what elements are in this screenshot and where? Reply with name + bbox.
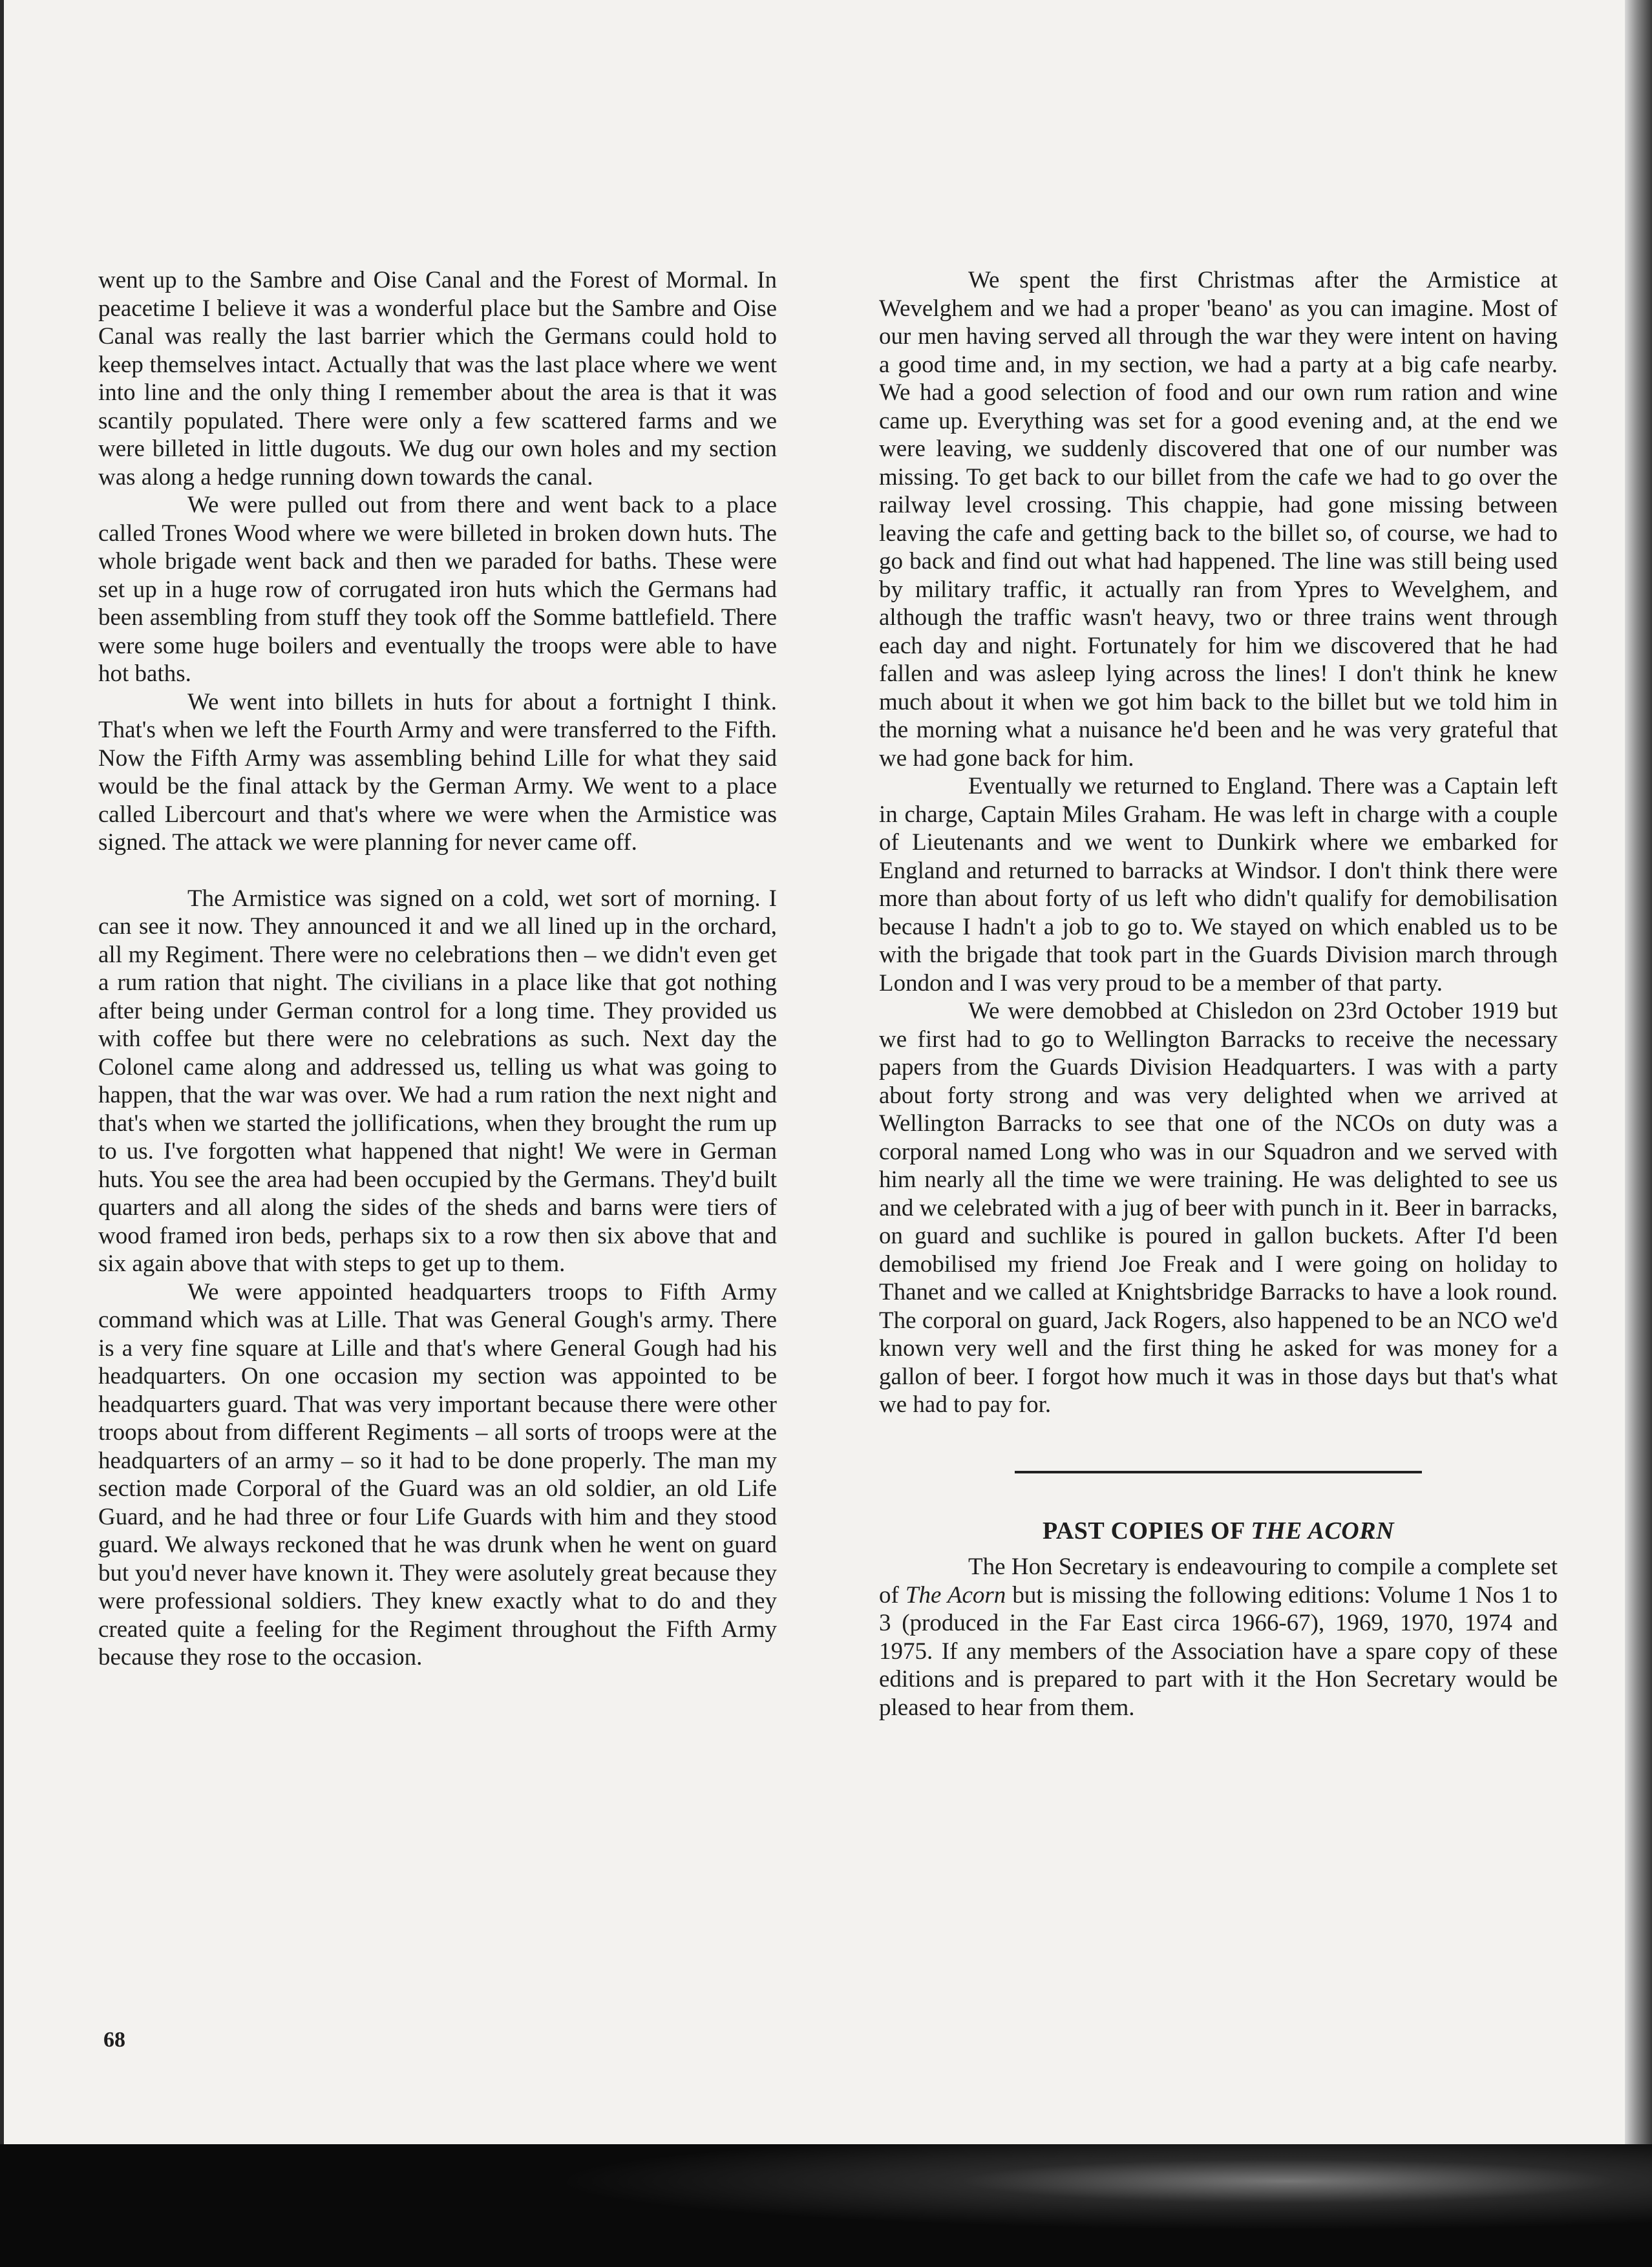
page-left-edge bbox=[0, 0, 4, 2152]
paragraph: Eventually we returned to England. There was a Captain left in charge, Captain Miles Graham. He was left in charge with a couple of Lieutenants and we went to Dunkirk where we embarked for England and returned to barracks at Windsor. I don't think there were more than about forty of us left who didn't qualify for demobilisation because I hadn't a job to go to. We stayed on which enabled us to be with the brigade that took part in the Guards Division march through London and I was very proud to be a member of that party. bbox=[879, 773, 1558, 996]
section-heading bbox=[879, 1517, 1558, 1546]
publication-title: The Acorn bbox=[905, 1581, 1006, 1608]
section-divider bbox=[1015, 1471, 1422, 1473]
paragraph: We were pulled out from there and went back to a place called Trones Wood where we were billeted in broken down huts. The whole brigade went back and then we paraded for baths. These were set up in a huge row of corrugated iron huts which the Germans had been assembling from stuff they took off the Somme battlefield. There were some huge boilers and eventually the troops were able to have hot baths. bbox=[98, 492, 777, 687]
paragraph: We went into billets in huts for about a fortnight I think. That's when we left the Fourth Army and were transferred to the Fifth. Now the Fifth Army was assembling behind Lille for what they said would be the final attack by the German Army. We went to a place called Libercourt and that's where we were when the Armistice was signed. The attack we were planning for never came off. bbox=[98, 688, 777, 856]
paragraph: went up to the Sambre and Oise Canal and the Forest of Mormal. In peacetime I believe it was a wonderful place but the Sambre and Oise Canal was really the last barrier which the Germans could hold to keep themselves intact. Actually that was the last place where we went into line and the only thing I remember about the area is that it was scantily populated. There were only a few scattered farms and we were billeted in little dugouts. We dug our own holes and my section was along a hedge running down towards the canal. bbox=[98, 267, 777, 490]
section-heading-title: THE ACORN bbox=[1251, 1517, 1395, 1545]
paragraph: The Armistice was signed on a cold, wet sort of morning. I can see it now. They announced it and we all lined up in the orchard, all my Regiment. There were no celebrations then – we didn't even get a rum ration that night. The civilians in a place like that got nothing after being under German control for a long time. They provided us with coffee but there were no celebrations as such. Next day the Colonel came along and addressed us, telling us what was going to happen, that the war was over. We had a rum ration the next night and that's when we started the jollifications, when they brought the rum up to us. I've forgotten what happened that night! We were in German huts. You see the area had been occupied by the Germans. They'd built quarters and all along the sides of the sheds and barns were tiers of wood framed iron beds, perhaps six to a row then six above that and six again above that with steps to get up to them. bbox=[98, 885, 777, 1277]
page-number: 68 bbox=[103, 2028, 125, 2052]
paragraph: We were appointed headquarters troops to Fifth Army command which was at Lille. That was General Gough's army. There is a very fine square at Lille and that's where General Gough had his headquarters. On one occasion my section was appointed to be headquarters guard. That was very important because there were other troops about from different Regiments – all sorts of troops were at the headquarters of an army – so it had to be done properly. The man my section made Corporal of the Guard was an old soldier, an old Life Guard, and he had three or four Life Guards with him and they stood guard. We always reckoned that he was drunk when he went on guard but you'd never have known it. They were asolutely great because they were professional soldiers. They knew exactly what to do and they created quite a feeling for the Regiment throughout the Fifth Army because they rose to the occasion. bbox=[98, 1278, 777, 1671]
paragraph: We spent the first Christmas after the Armistice at Wevelghem and we had a proper 'beano' as you can imagine. Most of our men having served all through the war they were intent on having a good time and, in my section, we had a party at a big cafe nearby. We had a good selection of food and our own rum ration and wine came up. Everything was set for a good evening and, at the end we were leaving, we suddenly discovered that one of our number was missing. To get back to our billet from the cafe we had to go over the railway level crossing. This chappie, had gone missing between leaving the cafe and getting back to the billet so, of course, we had to go back and find out what had happened. The line was still being used by military traffic, it actually ran from Ypres to Wevelghem, and although the traffic wasn't heavy, two or three trains went through each day and night. Fortunately for him we discovered that he had fallen and was asleep lying across the lines! I don't think he knew much about it when we got him back to the billet but we told him in the morning what a nuisance he'd been and he was very grateful that we had gone back for him. bbox=[879, 267, 1558, 772]
section-body-text: but is missing the following editions: Volume 1 Nos 1 to 3 (produced in the Far East circa 1966-67), 1969, 1970, 1974 and 1975. If any members of the Association have a spare copy of these editions and is prepared to part with it the Hon Secretary would be pleased to hear from them. bbox=[879, 1581, 1558, 1721]
left-column bbox=[98, 266, 777, 1672]
scan-bottom-shadow bbox=[0, 2144, 1652, 2267]
binding-shadow bbox=[1625, 0, 1652, 2152]
section-body bbox=[879, 1553, 1558, 1722]
section-body-text: The Hon Secretary is endeavouring to compile a complete set of bbox=[879, 1554, 1558, 1608]
paragraph: We were demobbed at Chisledon on 23rd October 1919 but we first had to go to Wellington Barracks to receive the necessary papers from the Guards Division Headquarters. I was with a party about forty strong and was very delighted when we arrived at Wellington Barracks to see that one of the NCOs on duty was a corporal named Long who was in our Squadron and we served with him nearly all the time we were training. He was delighted to see us and we celebrated with a jug of beer with punch in it. Beer in barracks, on guard and suchlike is poured in gallon buckets. After I'd been demobilised my friend Joe Freak and I were going on holiday to Thanet and we called at Knightsbridge Barracks to have a look round. The corporal on guard, Jack Rogers, also happened to be an NCO we'd known very well and the first thing he asked for was money for a gallon of beer. I forgot how much it was in those days but that's what we had to pay for. bbox=[879, 998, 1558, 1418]
right-column bbox=[879, 266, 1558, 1722]
section-heading-prefix: PAST COPIES OF bbox=[1042, 1517, 1251, 1545]
